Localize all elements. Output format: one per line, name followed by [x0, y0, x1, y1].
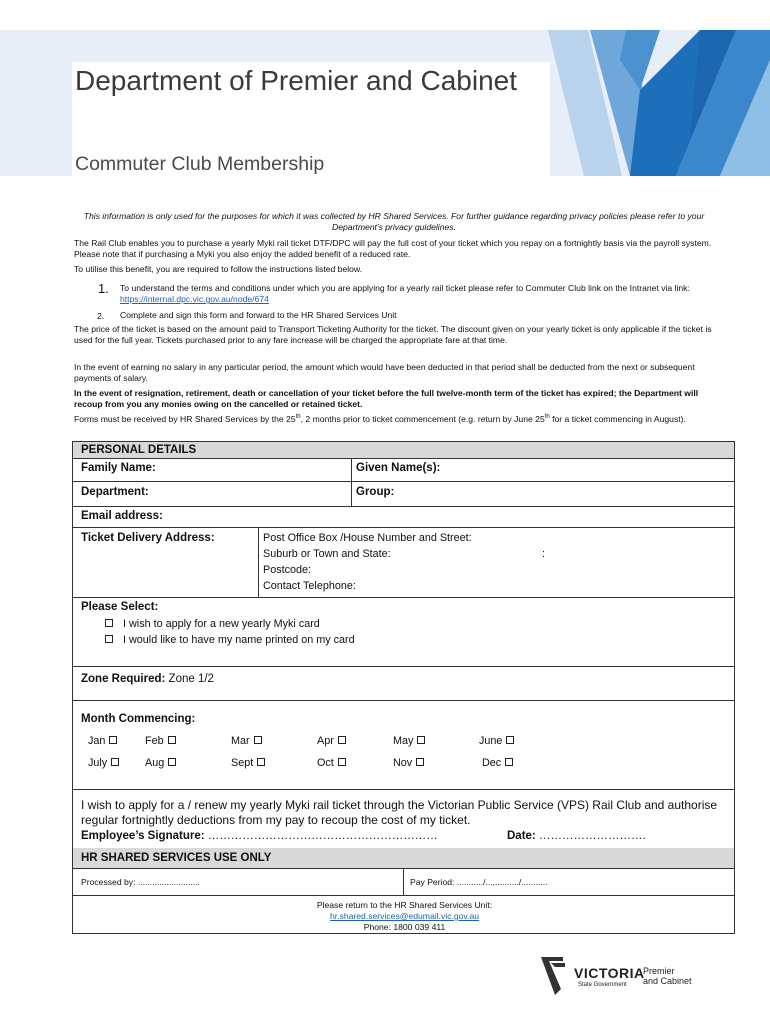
- group-field[interactable]: Group:: [356, 486, 395, 498]
- email-field[interactable]: Email address:: [81, 510, 163, 522]
- date-field[interactable]: Date: ……………………….: [507, 830, 646, 842]
- checkbox-icon[interactable]: [505, 758, 513, 766]
- checkbox-icon[interactable]: [338, 736, 346, 744]
- department-field[interactable]: Department:: [81, 486, 149, 498]
- month-option-apr[interactable]: Apr: [317, 735, 346, 747]
- month-option-feb[interactable]: Feb: [145, 735, 176, 747]
- suburb-colon: :: [542, 548, 545, 560]
- victoria-wordmark: VICTORIA: [574, 965, 645, 981]
- month-option-june[interactable]: June: [479, 735, 514, 747]
- page-subtitle: Commuter Club Membership: [75, 153, 325, 175]
- checkbox-icon[interactable]: [506, 736, 514, 744]
- month-option-may[interactable]: May: [393, 735, 425, 747]
- price-paragraph: The price of the ticket is based on the amount paid to Transport Ticketing Authority for the ticket. The discount given on your yearly ticket is only applicable if the ticket is used for the full year. Tickets purchased prior to any fare increase will be charged the appropriate fare at that time.: [74, 324, 712, 346]
- month-option-aug[interactable]: Aug: [145, 757, 176, 769]
- deadline-text-c: for a ticket commencing in August).: [549, 414, 686, 424]
- step-1-text: To understand the terms and conditions under which you are applying for a yearly rail ticket please refer to Commuter Club link on the Intranet via link:: [120, 283, 690, 293]
- month-option-mar[interactable]: Mar: [231, 735, 262, 747]
- step-1: [120, 283, 716, 305]
- cancellation-text: In the event of resignation, retirement, death or cancellation of your ticket before the full twelve-month term of the ticket has expired; the Department will recoup from you any monies owing on the cancelled or retained ticket.: [74, 388, 699, 410]
- checkbox-icon[interactable]: [105, 635, 113, 643]
- contact-phone-field[interactable]: Contact Telephone:: [263, 580, 356, 592]
- checkbox-icon[interactable]: [168, 736, 176, 744]
- option-print-name[interactable]: I would like to have my name printed on my card: [105, 634, 355, 646]
- suburb-field[interactable]: Suburb or Town and State:: [263, 548, 391, 560]
- no-salary-paragraph: In the event of earning no salary in any particular period, the amount which would have been deducted in that period shall be deducted from the next or subsequent payments of salary.: [74, 362, 695, 384]
- deadline-sup-1: th: [295, 414, 301, 420]
- checkbox-icon[interactable]: [254, 736, 262, 744]
- postcode-field[interactable]: Postcode:: [263, 564, 312, 576]
- step-2-text: Complete and sign this form and forward to the HR Shared Services Unit: [120, 310, 397, 320]
- intranet-link[interactable]: https://internal.dpc.vic.gov.au/node/674: [120, 294, 269, 305]
- dpc-logo-text: [643, 966, 692, 986]
- deadline-text-b: , 2 months prior to ticket commencement (e.g. return by June 25: [300, 414, 545, 424]
- given-names-field[interactable]: Given Name(s):: [356, 462, 441, 474]
- return-instructions: Please return to the HR Shared Services Unit:: [316, 900, 493, 910]
- dpc-line-2: and Cabinet: [643, 976, 692, 986]
- zone-required: Zone Required: Zone 1/2: [81, 673, 214, 685]
- ticket-delivery-label: Ticket Delivery Address:: [81, 532, 215, 544]
- family-name-field[interactable]: Family Name:: [81, 462, 156, 474]
- month-option-dec[interactable]: Dec: [482, 757, 513, 769]
- checkbox-icon[interactable]: [338, 758, 346, 766]
- step-number: 1.: [98, 281, 109, 296]
- month-option-july[interactable]: July: [88, 757, 119, 769]
- page-title: Department of Premier and Cabinet: [75, 65, 517, 96]
- dpc-line-1: Premier: [643, 966, 675, 976]
- state-government-label: State Government: [578, 982, 627, 988]
- pay-period-field[interactable]: Pay Period: .........../...,........../...........: [410, 877, 548, 887]
- month-option-jan[interactable]: Jan: [88, 735, 117, 747]
- checkbox-icon[interactable]: [168, 758, 176, 766]
- signature-field[interactable]: Employee’s Signature: ……………………………………………………: [81, 830, 438, 842]
- option-new-card[interactable]: I wish to apply for a new yearly Myki card: [105, 618, 320, 630]
- deadline-sup-2: th: [544, 414, 550, 420]
- declaration-text: I wish to apply for a / renew my yearly Myki rail ticket through the Victorian Public Service (VPS) Rail Club and authorise regular fortnightly deductions from my pay to recoup the cost of my ticket.: [81, 798, 718, 827]
- section-hr-use-only: HR SHARED SERVICES USE ONLY: [81, 852, 272, 864]
- deadline-text-a: Forms must be received by HR Shared Services by the 25: [74, 414, 296, 424]
- intro-paragraph: The Rail Club enables you to purchase a yearly Myki rail ticket DTF/DPC will pay the full cost of your ticket which you repay on a fortnightly basis via the payroll system. Please note that if purchasing a Myki you also enjoy the added benefit of a reduced rate.: [74, 238, 712, 260]
- processed-by-field[interactable]: Processed by: ..........................: [81, 877, 200, 887]
- checkbox-icon[interactable]: [257, 758, 265, 766]
- step-number: 2.: [97, 311, 105, 321]
- checkbox-icon[interactable]: [109, 736, 117, 744]
- hr-email-link[interactable]: hr.shared.services@edumail.vic.gov.au: [330, 911, 479, 921]
- section-personal-details: PERSONAL DETAILS: [81, 444, 197, 456]
- privacy-notice: This information is only used for the purposes for which it was collected by HR Shared Services. For further guidance regarding privacy policies please refer to your Department's privacy guidelines.: [83, 211, 705, 233]
- cancellation-paragraph: [74, 388, 714, 410]
- checkbox-icon[interactable]: [417, 736, 425, 744]
- month-option-nov[interactable]: Nov: [393, 757, 424, 769]
- month-commencing-label: Month Commencing:: [81, 713, 196, 725]
- return-phone: Phone: 1800 039 411: [363, 922, 446, 932]
- checkbox-icon[interactable]: [111, 758, 119, 766]
- po-box-field[interactable]: Post Office Box /House Number and Street:: [263, 532, 472, 544]
- please-select-label: Please Select:: [81, 601, 159, 613]
- instructions-lead: To utilise this benefit, you are required to follow the instructions listed below.: [74, 264, 363, 274]
- checkbox-icon[interactable]: [416, 758, 424, 766]
- return-email-line: [73, 911, 736, 921]
- membership-form: [72, 441, 735, 934]
- month-option-sept[interactable]: Sept: [231, 757, 265, 769]
- checkbox-icon[interactable]: [105, 619, 113, 627]
- month-option-oct[interactable]: Oct: [317, 757, 346, 769]
- deadline-paragraph: [74, 414, 714, 425]
